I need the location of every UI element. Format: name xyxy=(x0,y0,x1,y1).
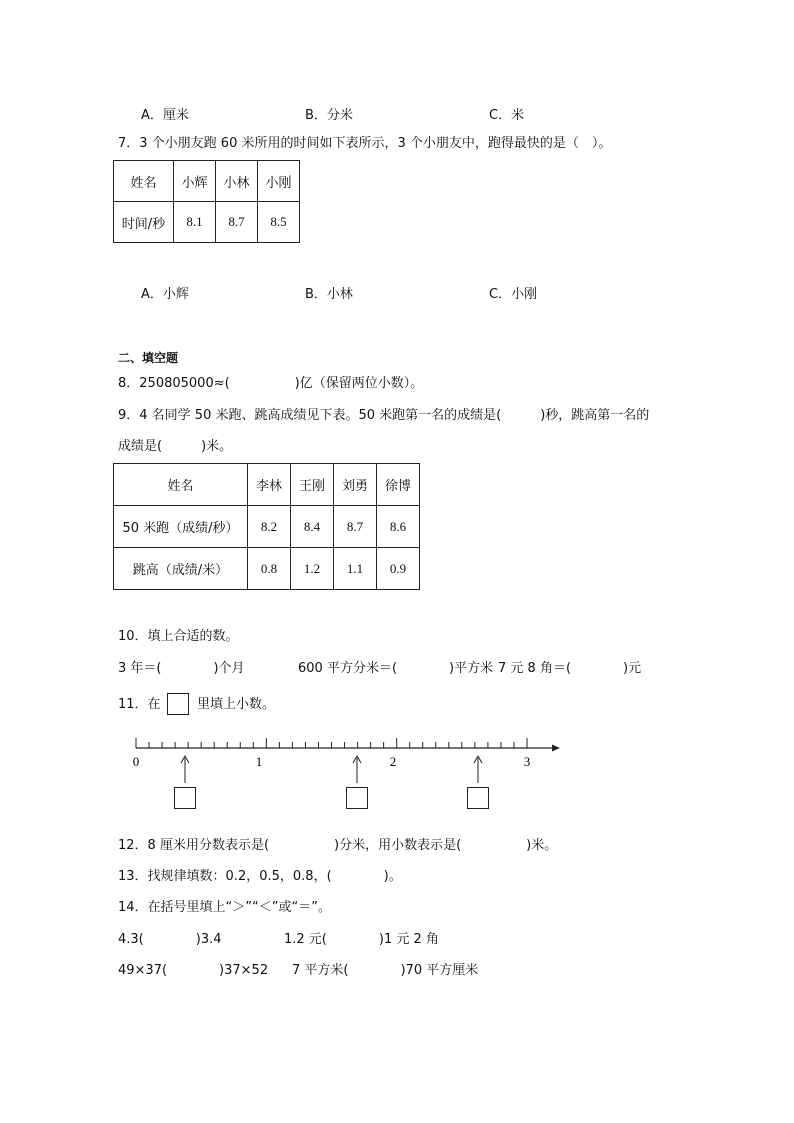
q9-row-label: 50 米跑（成绩/秒） xyxy=(114,506,248,548)
q7-cell: 8.5 xyxy=(258,202,300,243)
q9-cell: 8.6 xyxy=(377,506,420,548)
q9-header-cell: 刘勇 xyxy=(334,464,377,506)
q9-header-cell: 徐博 xyxy=(377,464,420,506)
q11-answer-box[interactable] xyxy=(174,787,196,809)
up-arrow-icon xyxy=(181,756,189,783)
q10-item: 600 平方分米＝( )平方米 xyxy=(298,661,494,676)
q10-item: 3 年＝( )个月 xyxy=(118,661,245,676)
q9-row-label: 跳高（成绩/米） xyxy=(114,548,248,590)
q9-cell: 8.2 xyxy=(248,506,291,548)
q14-item: 49×37( )37×52 xyxy=(118,963,269,978)
q9-cell: 0.8 xyxy=(248,548,291,590)
q9-cell: 1.2 xyxy=(291,548,334,590)
q7-header-cell: 小林 xyxy=(216,161,258,202)
q9-cell: 0.9 xyxy=(377,548,420,590)
q9-header-cell: 王刚 xyxy=(291,464,334,506)
up-arrow-icon xyxy=(474,756,482,783)
section-title: 二、填空题 xyxy=(118,351,179,365)
q14-item: 4.3( )3.4 xyxy=(118,932,222,947)
number-line-label: 1 xyxy=(255,754,263,769)
q6-option-a: A．厘米 xyxy=(141,108,189,123)
q9-table xyxy=(113,463,420,590)
q6-option-b: B．分米 xyxy=(305,108,353,123)
q7-row-label: 时间/秒 xyxy=(114,202,174,243)
q9-cell: 8.4 xyxy=(291,506,334,548)
q9-cell: 8.7 xyxy=(334,506,377,548)
q11-answer-box[interactable] xyxy=(467,787,489,809)
q14-title: 14．在括号里填上“＞”“＜”或“＝”。 xyxy=(118,900,331,915)
q11-suffix: 里填上小数。 xyxy=(197,697,276,712)
q7-option-b: B．小林 xyxy=(305,287,353,302)
q6-option-c: C．米 xyxy=(489,108,525,123)
number-line-label: 0 xyxy=(132,754,140,769)
q7-option-c: C．小刚 xyxy=(489,287,538,302)
q9-text-line2: 成绩是( )米。 xyxy=(118,439,233,454)
q7-header-cell: 小刚 xyxy=(258,161,300,202)
q13-text: 13．找规律填数：0.2，0.5，0.8，( )。 xyxy=(118,869,402,884)
q7-option-a: A．小辉 xyxy=(141,287,189,302)
q11-example-box xyxy=(167,693,189,715)
q9-text-line1: 9．4 名同学 50 米跑、跳高成绩见下表。50 米跑第一名的成绩是( )秒，跳高第一名的 xyxy=(118,408,650,423)
q7-table xyxy=(113,160,300,243)
q10-title: 10．填上合适的数。 xyxy=(118,629,239,644)
number-line-label: 2 xyxy=(389,754,397,769)
q9-header-cell: 李林 xyxy=(248,464,291,506)
q11-answer-box[interactable] xyxy=(346,787,368,809)
q9-cell: 1.1 xyxy=(334,548,377,590)
number-line-arrowhead xyxy=(552,745,560,752)
q7-header-name: 姓名 xyxy=(114,161,174,202)
q14-item: 7 平方米( )70 平方厘米 xyxy=(292,963,479,978)
q8-text: 8．250805000≈( )亿（保留两位小数）。 xyxy=(118,376,424,391)
q11-prefix: 11．在 xyxy=(118,697,161,712)
q7-cell: 8.1 xyxy=(174,202,216,243)
up-arrow-icon xyxy=(353,756,361,783)
q7-stem: 7．3 个小朋友跑 60 米所用的时间如下表所示，3 个小朋友中，跑得最快的是（ ）。 xyxy=(118,136,612,151)
q12-text: 12．8 厘米用分数表示是( )分米，用小数表示是( )米。 xyxy=(118,838,558,853)
q7-header-cell: 小辉 xyxy=(174,161,216,202)
q7-cell: 8.7 xyxy=(216,202,258,243)
number-line-label: 3 xyxy=(523,754,531,769)
q14-item: 1.2 元( )1 元 2 角 xyxy=(284,932,439,947)
q9-header-name: 姓名 xyxy=(114,464,248,506)
q10-item: 7 元 8 角＝( )元 xyxy=(498,661,642,676)
